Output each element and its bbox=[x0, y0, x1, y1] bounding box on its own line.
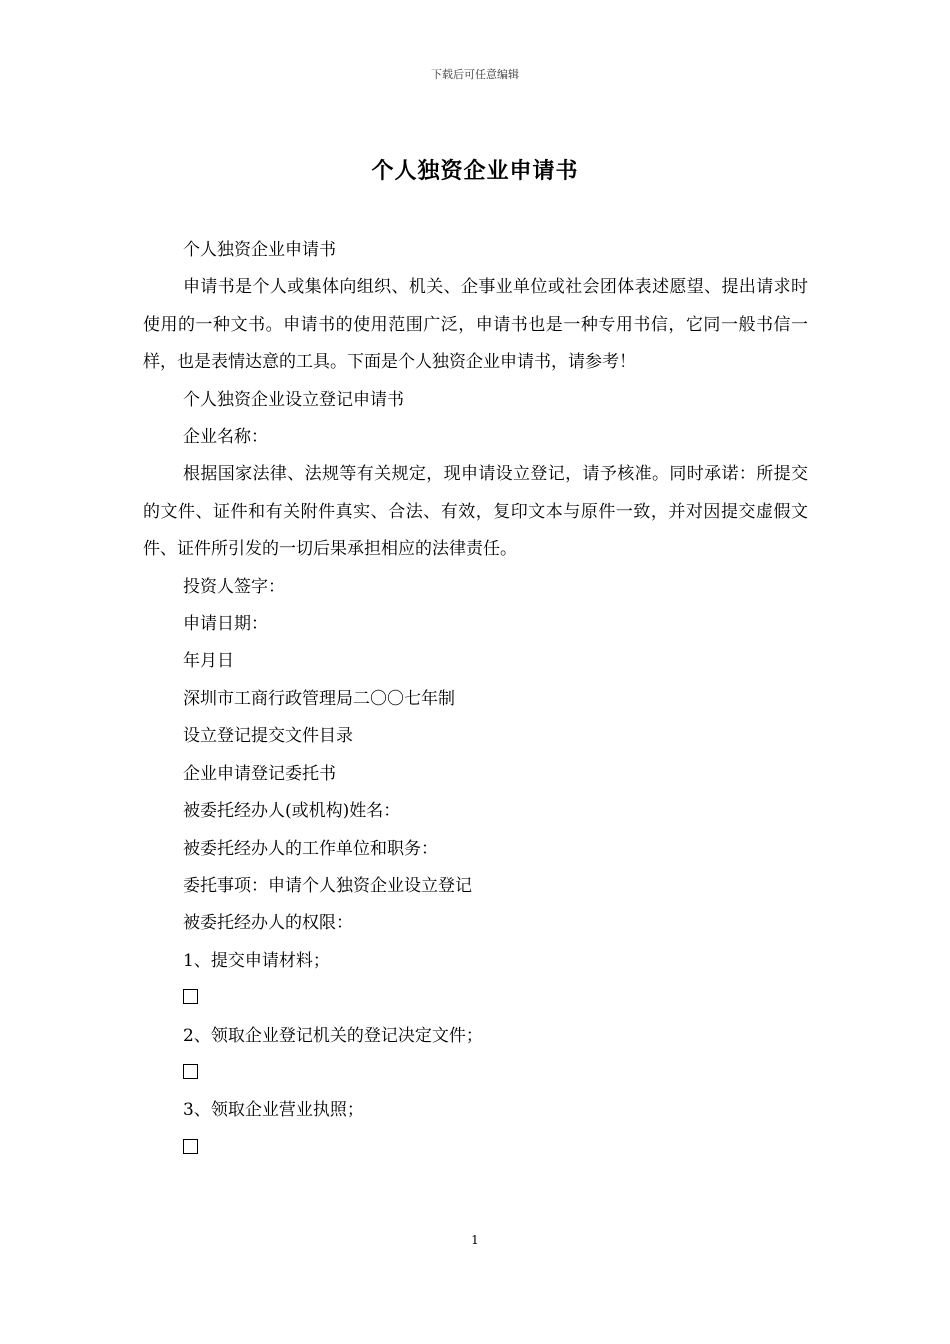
checkbox-icon bbox=[183, 989, 198, 1004]
checkbox-row-3 bbox=[143, 1130, 808, 1167]
header-note: 下载后可任意编辑 bbox=[431, 68, 519, 81]
paragraph-issuer: 深圳市工商行政管理局二〇〇七年制 bbox=[183, 688, 455, 709]
checkbox-row-1 bbox=[143, 980, 808, 1017]
checkbox-icon bbox=[183, 1064, 198, 1079]
authority-item-3: 3、领取企业营业执照； bbox=[183, 1100, 364, 1121]
paragraph-intro-heading: 个人独资企业申请书 bbox=[183, 240, 336, 260]
paragraph-date-fields: 年月日 bbox=[183, 651, 234, 672]
document-title: 个人独资企业申请书 bbox=[371, 158, 579, 184]
authority-item-2: 2、领取企业登记机关的登记决定文件； bbox=[183, 1025, 483, 1046]
paragraph-agent-position: 被委托经办人的工作单位和职务： bbox=[183, 838, 438, 859]
paragraph-agent-authority: 被委托经办人的权限： bbox=[183, 913, 353, 934]
paragraph-agent-name: 被委托经办人(或机构)姓名： bbox=[183, 801, 401, 822]
paragraph-application-date: 申请日期： bbox=[183, 614, 268, 635]
paragraph-form-title: 个人独资企业设立登记申请书 bbox=[183, 389, 404, 410]
paragraph-file-list: 设立登记提交文件目录 bbox=[183, 726, 353, 747]
paragraph-power-of-attorney: 企业申请登记委托书 bbox=[183, 763, 336, 784]
paragraph-commitment: 根据国家法律、法规等有关规定，现申请设立登记，请予核准。同时承诺：所提交的文件、证件和有关附件真实、合法、有效，复印文本与原件一致，并对因提交虚假文件、证件所引发的一切后果承担相应的法律责任。 bbox=[143, 464, 808, 560]
authority-item-1: 1、提交申请材料； bbox=[183, 950, 330, 971]
paragraph-entrusted-matter: 委托事项：申请个人独资企业设立登记 bbox=[183, 875, 472, 896]
page-number: 1 bbox=[471, 1233, 479, 1247]
document-body bbox=[143, 232, 808, 1167]
paragraph-intro: 申请书是个人或集体向组织、机关、企事业单位或社会团体表述愿望、提出请求时使用的一种文书。申请书的使用范围广泛，申请书也是一种专用书信，它同一般书信一样，也是表情达意的工具。下面是个人独资企业申请书，请参考！ bbox=[143, 277, 808, 373]
paragraph-investor-signature: 投资人签字： bbox=[183, 576, 285, 597]
checkbox-icon bbox=[183, 1139, 198, 1154]
checkbox-row-2 bbox=[143, 1055, 808, 1092]
paragraph-company-name: 企业名称： bbox=[183, 427, 268, 448]
